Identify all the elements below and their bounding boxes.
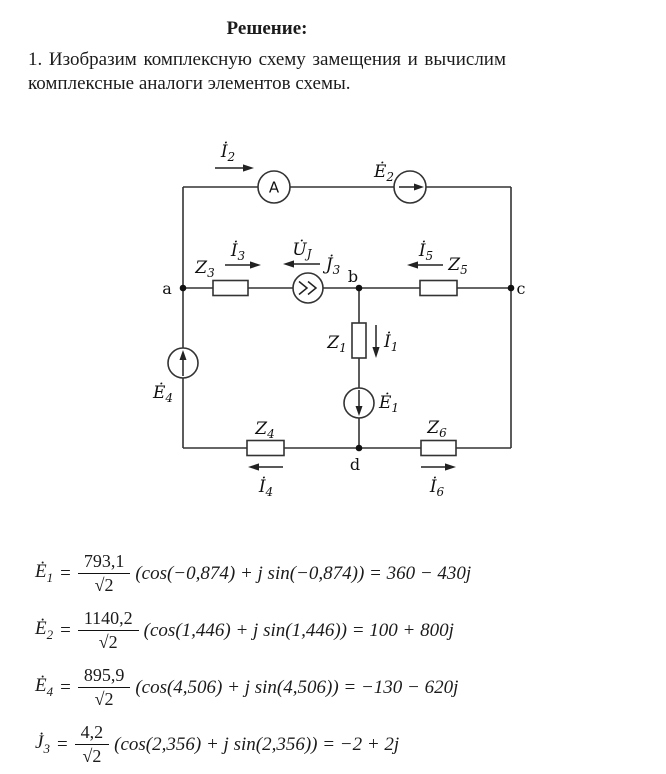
equals-sign: = [60, 676, 71, 698]
label-i5: $İ_5$ [418, 241, 434, 263]
formula-j3-expression: (cos(2,356) + j sin(2,356)) = −2 + 2j [114, 733, 400, 755]
node-b-label: b [347, 267, 359, 286]
formula-e4-expression: (cos(4,506) + j sin(4,506)) = −130 − 620j [135, 676, 459, 698]
node-d-dot [356, 445, 363, 452]
current-i1-arrow-icon [372, 325, 379, 358]
formula-block [35, 545, 471, 773]
formula-e2 [35, 602, 471, 659]
impedance-z5 [420, 281, 457, 296]
impedance-z4 [247, 441, 284, 456]
label-z1: $Z_1$ [327, 333, 347, 355]
current-i6-arrow-icon [421, 463, 456, 470]
label-uj: U̇J [292, 240, 312, 261]
label-z4: $Z_4$ [255, 419, 275, 441]
node-a-dot [180, 285, 187, 292]
label-i6: $İ_6$ [429, 477, 445, 499]
label-i4: $İ_4$ [258, 477, 274, 499]
formula-e1 [35, 545, 471, 602]
impedance-z1 [352, 323, 366, 358]
formula-e1-fraction: $\frac{793,1}{√2}$ [78, 552, 131, 596]
equals-sign: = [56, 733, 68, 755]
intro-paragraph: 1. Изобразим комплексную схему замещения и вычислим комплексные аналоги элементов схемы. [28, 49, 506, 94]
impedance-z3 [213, 281, 248, 296]
formula-e2-lhs: $Ė_2$ [35, 618, 54, 642]
formula-e2-fraction: $\frac{1140,2}{√2}$ [78, 609, 139, 653]
page-title: Решение: [226, 18, 308, 39]
label-z3: $Z_3$ [195, 258, 215, 280]
equals-sign: = [60, 562, 71, 584]
formula-e2-expression: (cos(1,446) + j sin(1,446)) = 100 + 800j [143, 619, 454, 641]
ammeter-letter: A [268, 178, 280, 197]
node-c-dot [508, 285, 515, 292]
formula-e4 [35, 659, 471, 716]
formula-j3-fraction: $\frac{4,2}{√2}$ [75, 723, 110, 767]
voltage-uj-arrow-icon [283, 260, 320, 267]
label-z5: $Z_5$ [448, 255, 468, 277]
node-d-label: d [349, 455, 361, 474]
label-j3: $J̇_3$ [325, 255, 341, 277]
label-i1: $İ_1$ [384, 332, 399, 354]
label-z6: $Z_6$ [427, 418, 447, 440]
label-e4: $Ė_4$ [152, 383, 174, 405]
node-c-label: c [516, 279, 526, 298]
formula-e4-lhs: $Ė_4$ [35, 675, 54, 699]
node-a-label: a [162, 279, 172, 298]
formula-j3 [35, 716, 471, 773]
label-e1: $Ė_1$ [379, 393, 400, 415]
formula-e1-lhs: $Ė_1$ [35, 561, 54, 585]
current-i2-arrow-icon [215, 164, 254, 171]
formula-j3-lhs: $J̇_3$ [35, 732, 50, 756]
equals-sign: = [60, 619, 71, 641]
current-i4-arrow-icon [248, 463, 283, 470]
formula-e1-expression: (cos(−0,874) + j sin(−0,874)) = 360 − 430j [135, 562, 472, 584]
impedance-z6 [421, 441, 456, 456]
formula-e4-fraction: $\frac{895,9}{√2}$ [78, 666, 131, 710]
circuit-diagram [140, 125, 540, 515]
label-i2: $İ_2$ [220, 142, 236, 164]
label-i3: $İ_3$ [230, 241, 246, 263]
label-e2: $Ė_2$ [373, 162, 395, 184]
